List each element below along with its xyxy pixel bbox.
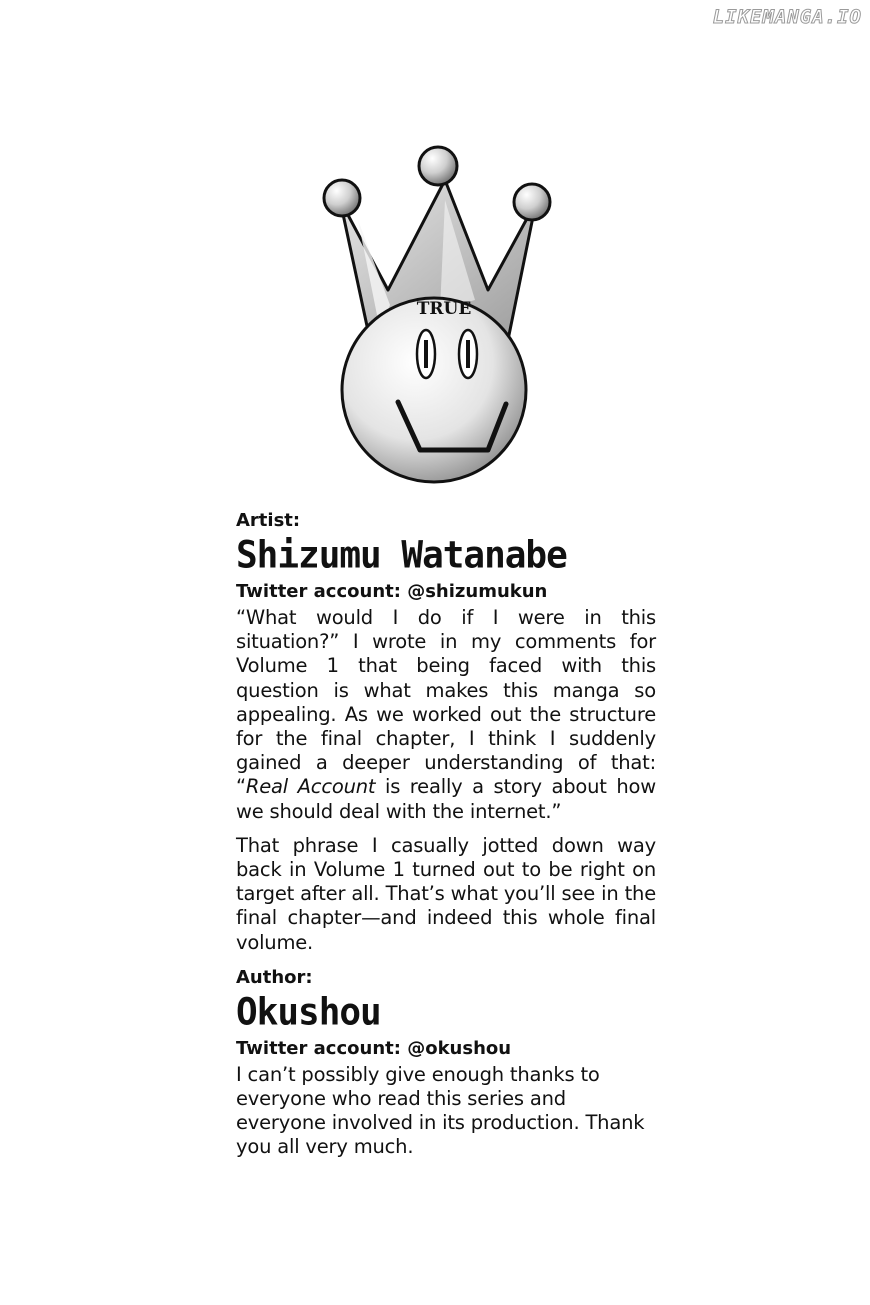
artist-paragraph-1 bbox=[236, 606, 656, 824]
artist-role-label: Artist: bbox=[236, 510, 301, 531]
artist-paragraph-1-part-1: “What would I do if I were in this situation?” I wrote in my comments for Volume 1 that being faced with this question is what makes this manga so appealing. As we worked out the structure for the final chapter, I think I suddenly gained a deeper understanding of that: “ bbox=[236, 606, 656, 799]
author-name: Okushou bbox=[236, 990, 381, 1034]
author-twitter: Twitter account: @okushou bbox=[236, 1037, 512, 1059]
smiley-crown-icon bbox=[310, 140, 560, 490]
author-section bbox=[236, 967, 656, 1160]
credits-section bbox=[236, 510, 656, 1170]
crown-label: TRUE bbox=[416, 299, 472, 319]
author-paragraph: I can’t possibly give enough thanks to everyone who read this series and everyone involved in its production. Thank you all very much. bbox=[236, 1062, 645, 1159]
author-role-label: Author: bbox=[236, 966, 313, 988]
artist-paragraph-1-italic: Real Account bbox=[245, 775, 376, 799]
artist-paragraph-1-part-2: is really a story about how we should deal with the internet.” bbox=[236, 775, 656, 823]
artist-name: Shizumu Watanabe bbox=[236, 534, 567, 578]
crown-ball-left bbox=[324, 180, 360, 216]
crown-ball-center bbox=[419, 147, 457, 185]
artist-twitter: Twitter account: @shizumukun bbox=[236, 581, 548, 602]
artist-paragraph-2: That phrase I casually jotted down way back in Volume 1 turned out to be right on target after all. That’s what you’ll see in the final chapter—and indeed this whole final volume. bbox=[236, 833, 656, 954]
smiley-face bbox=[342, 298, 526, 482]
crown-ball-right bbox=[514, 184, 550, 220]
site-watermark: LIKEMANGA.IO bbox=[712, 6, 862, 28]
